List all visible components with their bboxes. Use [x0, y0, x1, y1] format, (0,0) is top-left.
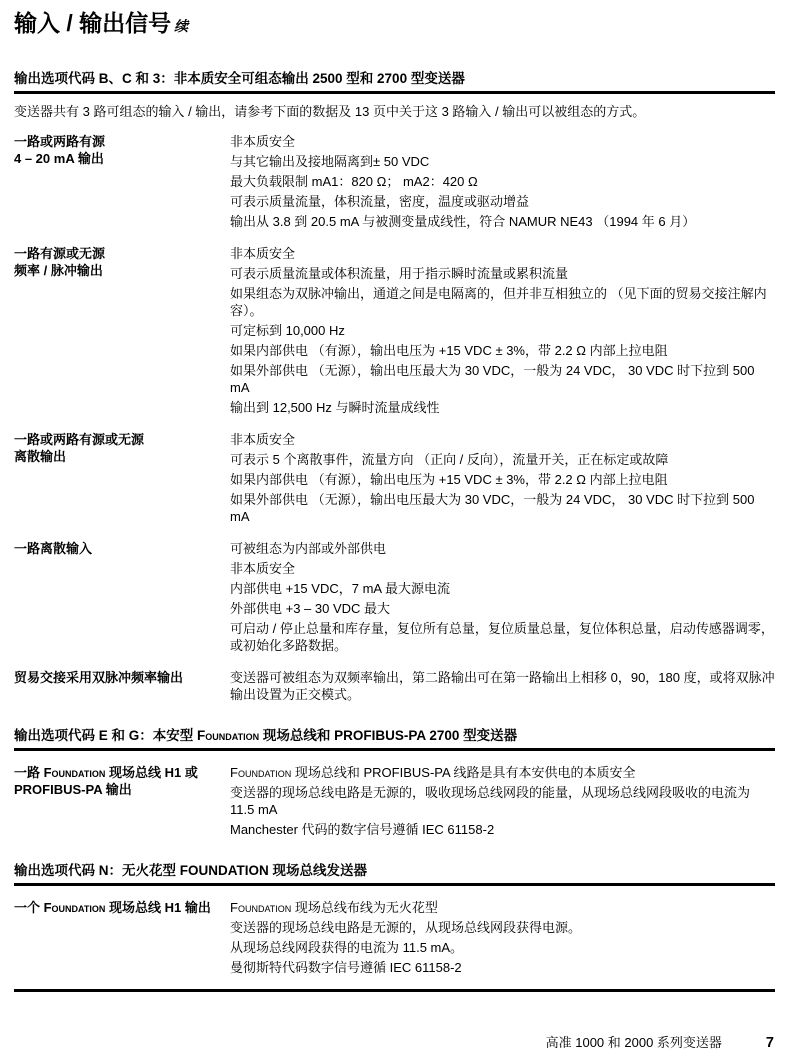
spec-text: 如果内部供电 （有源），输出电压为 +15 VDC ± 3%，带 2.2 Ω 内部上拉电阻	[230, 472, 668, 487]
spec-content	[230, 540, 775, 654]
spec-text: 可表示质量流量或体积流量，用于指示瞬时流量或累积流量	[230, 266, 569, 281]
spec-label-line: 一路或两路有源	[14, 134, 106, 149]
page-title-text: 输入 / 输出信号	[14, 10, 172, 36]
spec-row	[14, 899, 775, 976]
spec-text: 曼彻斯特代码数字信号遵循 IEC 61158-2	[230, 960, 462, 975]
spec-text: 如果外部供电 （无源），输出电压最大为 30 VDC，一般为 24 VDC， 30 VDC 时下拉到 500 mA	[230, 492, 755, 524]
spec-label	[14, 133, 230, 230]
section-rows	[14, 133, 775, 703]
spec-row	[14, 669, 775, 703]
spec-text: 从现场总线网段获得的电流为 11.5 mA。	[230, 940, 464, 955]
section-rows	[14, 764, 775, 838]
spec-label-line: 一路 Foundation 现场总线 H1 或	[14, 765, 198, 780]
closing-rule	[14, 989, 775, 992]
spec-sections	[14, 70, 775, 976]
page-title-continued-suffix: 续	[174, 18, 189, 34]
spec-label-line: 贸易交接采用双脉冲频率输出	[14, 670, 184, 685]
spec-content	[230, 669, 775, 703]
spec-label	[14, 245, 230, 416]
spec-text: 非本质安全	[230, 432, 296, 447]
spec-content	[230, 245, 775, 416]
spec-label	[14, 899, 230, 976]
spec-text: 如果外部供电 （无源），输出电压最大为 30 VDC，一般为 24 VDC， 30 VDC 时下拉到 500 mA	[230, 363, 755, 395]
spec-text: 内部供电 +15 VDC，7 mA 最大源电流	[230, 581, 450, 596]
spec-text: 非本质安全	[230, 246, 296, 261]
spec-section	[14, 862, 775, 976]
spec-text: 最大负载限制 mA1：820 Ω； mA2：420 Ω	[230, 174, 478, 189]
spec-text: 可启动 / 停止总量和库存量，复位所有总量，复位质量总量，复位体积总量，启动传感器调零，或初始化多路数据。	[230, 621, 774, 653]
spec-content	[230, 133, 775, 230]
spec-text: Foundation 现场总线布线为无火花型	[230, 900, 438, 915]
spec-section	[14, 70, 775, 703]
page-footer	[546, 1032, 774, 1051]
section-intro: 变送器共有 3 路可组态的输入 / 输出，请参考下面的数据及 13 页中关于这 3 路输入 / 输出可以被组态的方式。	[14, 104, 646, 119]
section-header: 输出选项代码 N：无火花型 FOUNDATION 现场总线发送器	[14, 862, 775, 886]
spec-text: 如果内部供电 （有源），输出电压为 +15 VDC ± 3%，带 2.2 Ω 内部上拉电阻	[230, 343, 668, 358]
spec-text: Foundation 现场总线和 PROFIBUS-PA 线路是具有本安供电的本质安全	[230, 765, 636, 780]
spec-text: 非本质安全	[230, 561, 296, 576]
section-header: 输出选项代码 B、C 和 3：非本质安全可组态输出 2500 型和 2700 型变送器	[14, 70, 775, 94]
spec-text: 输出从 3.8 到 20.5 mA 与被测变量成线性，符合 NAMUR NE43 （1994 年 6 月）	[230, 214, 696, 229]
spec-label-line: 4 – 20 mA 输出	[14, 151, 104, 166]
spec-text: 非本质安全	[230, 134, 296, 149]
spec-label-line: 频率 / 脉冲输出	[14, 263, 103, 278]
spec-content	[230, 899, 775, 976]
spec-text: 外部供电 +3 – 30 VDC 最大	[230, 601, 391, 616]
spec-text: 可表示 5 个离散事件，流量方向 （正向 / 反向），流量开关，正在标定或故障	[230, 452, 669, 467]
spec-label	[14, 540, 230, 654]
spec-label-line: 一路或两路有源或无源	[14, 432, 145, 447]
spec-row	[14, 764, 775, 838]
section-rows	[14, 899, 775, 976]
spec-label-line: 一个 Foundation 现场总线 H1 输出	[14, 900, 211, 915]
spec-content	[230, 431, 775, 525]
spec-row	[14, 133, 775, 230]
spec-content	[230, 764, 775, 838]
spec-label-line: 离散输出	[14, 449, 67, 464]
section-header: 输出选项代码 E 和 G：本安型 Foundation 现场总线和 PROFIBUS-PA 2700 型变送器	[14, 727, 775, 751]
spec-text: 输出到 12,500 Hz 与瞬时流量成线性	[230, 400, 440, 415]
spec-text: 如果组态为双脉冲输出，通道之间是电隔离的，但并非互相独立的 （见下面的贸易交接注解内容）。	[230, 286, 767, 318]
page-title	[14, 10, 775, 40]
spec-label-line: 一路离散输入	[14, 541, 93, 556]
spec-label	[14, 431, 230, 525]
footer-page-number: 7	[765, 1035, 774, 1051]
spec-text: Manchester 代码的数字信号遵循 IEC 61158-2	[230, 822, 495, 837]
spec-section	[14, 727, 775, 838]
spec-text: 可定标到 10,000 Hz	[230, 323, 345, 338]
spec-text: 变送器的现场总线电路是无源的，吸收现场总线网段的能量，从现场总线网段吸收的电流为 11.5 mA	[230, 785, 751, 817]
spec-label	[14, 669, 230, 703]
footer-doc-name: 高准 1000 和 2000 系列变送器	[545, 1035, 722, 1050]
spec-text: 变送器的现场总线电路是无源的，从现场总线网段获得电源。	[230, 920, 582, 935]
spec-row	[14, 540, 775, 654]
spec-text: 可被组态为内部或外部供电	[230, 541, 387, 556]
spec-label-line: 一路有源或无源	[14, 246, 106, 261]
spec-label	[14, 764, 230, 838]
spec-text: 可表示质量流量，体积流量，密度，温度或驱动增益	[230, 194, 530, 209]
spec-text: 与其它输出及接地隔离到± 50 VDC	[230, 154, 430, 169]
spec-row	[14, 431, 775, 525]
spec-row	[14, 245, 775, 416]
spec-label-line: PROFIBUS-PA 输出	[14, 782, 132, 797]
spec-text: 变送器可被组态为双频率输出，第二路输出可在第一路输出上相移 0，90，180 度，或将双脉冲输出设置为正交模式。	[230, 670, 775, 702]
